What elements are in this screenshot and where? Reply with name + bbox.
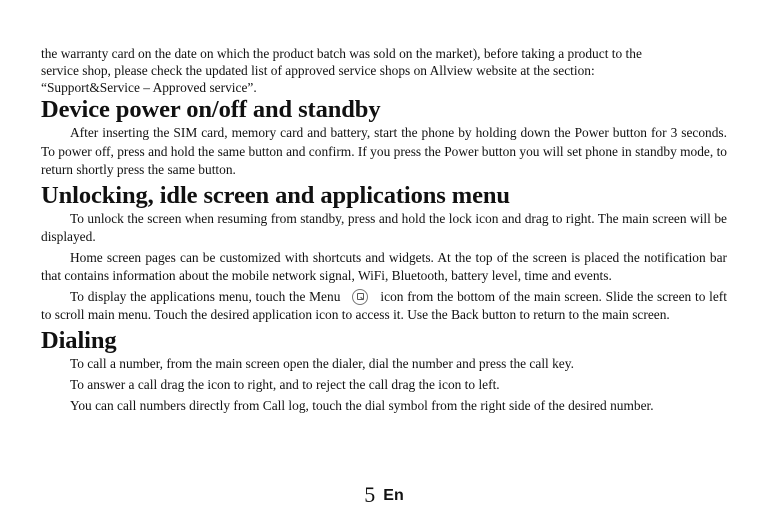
dialing-line-1: To call a number, from the main screen open the dialer, dial the number and press the call key. (70, 356, 574, 371)
power-paragraph: After inserting the SIM card, memory card and battery, start the phone by holding down the Power button for 3 seconds. To power off, press and hold the same button and confirm. If you press the Power button you will set phone in standby mode, to return shortly press the same button. (41, 125, 727, 177)
intro-line-1: the warranty card on the date on which the product batch was sold on the market), before taking a product to the (41, 46, 642, 61)
heading-dialing: Dialing (41, 327, 117, 354)
unlock-paragraph-3 (41, 288, 727, 325)
page-number: 5 (364, 482, 376, 507)
intro-line-3: “Support&Service – Approved service”. (41, 80, 257, 95)
heading-power: Device power on/off and standby (41, 96, 381, 123)
menu-text-after: icon from the bottom of the main screen. Slide the screen to left to scroll main menu. Touch the desired application icon to access it. Use the Back button to return to the main screen. (41, 288, 727, 322)
unlock-paragraph-1: To unlock the screen when resuming from standby, press and hold the lock icon and drag to right. The main screen will be displayed. (41, 210, 727, 244)
dialing-line-2: To answer a call drag the icon to right, and to reject the call drag the icon to left. (70, 377, 500, 392)
unlock-paragraph-2: Home screen pages can be customized with shortcuts and widgets. At the top of the screen is placed the notification bar that contains information about the mobile network signal, WiFi, Bluetooth, battery level, time and events. (41, 249, 727, 283)
document-page (41, 45, 727, 418)
language-label: En (383, 487, 404, 504)
dialing-line-3: You can call numbers directly from Call log, touch the dial symbol from the right side of the desired number. (70, 398, 654, 413)
menu-icon (352, 289, 368, 305)
intro-paragraph (41, 45, 727, 96)
menu-text-before: To display the applications menu, touch the Menu (70, 288, 341, 304)
page-footer (0, 482, 768, 508)
intro-line-2: service shop, please check the updated list of approved service shops on Allview website at the section: (41, 63, 595, 78)
heading-unlocking: Unlocking, idle screen and applications menu (41, 181, 510, 209)
